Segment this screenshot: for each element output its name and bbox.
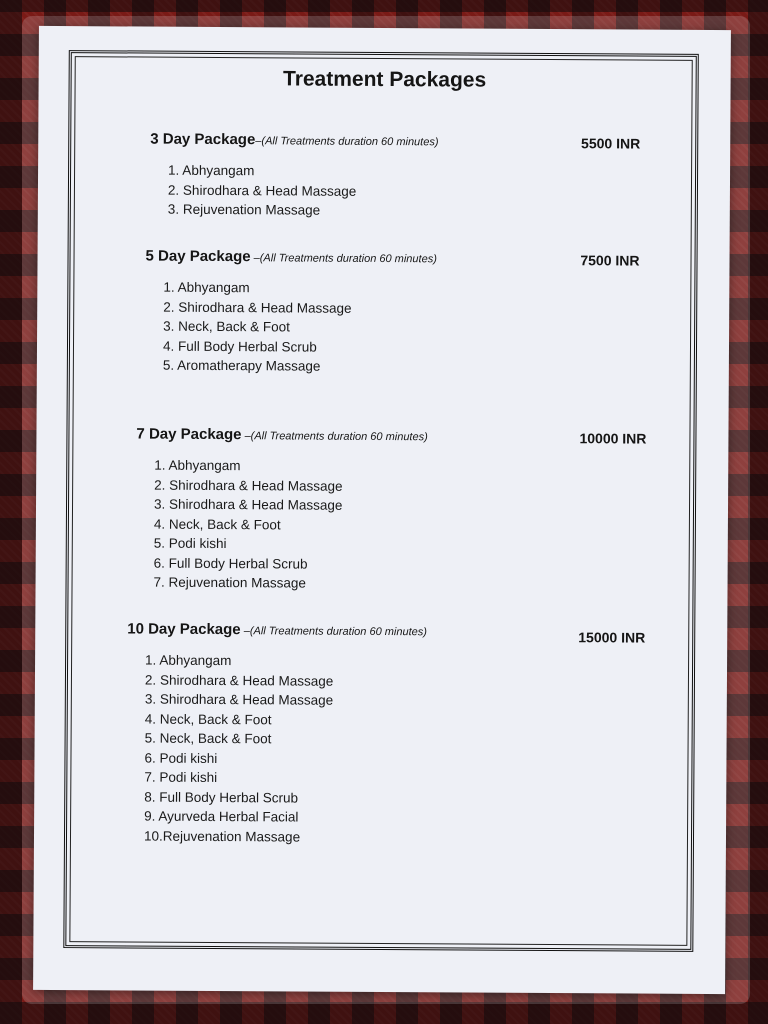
- list-item: 4. Neck, Back & Foot: [144, 711, 272, 727]
- treatment-list: [35, 455, 728, 596]
- package-3-day: [38, 130, 731, 223]
- package-header: [35, 620, 727, 648]
- list-item: 1. Abhyangam: [154, 457, 241, 474]
- package-header: [38, 130, 730, 158]
- list-item: 7. Rejuvenation Massage: [153, 574, 306, 591]
- package-price: 5500 INR: [581, 135, 641, 152]
- package-duration-note: –(All Treatments duration 60 minutes): [250, 252, 437, 266]
- page-title: Treatment Packages: [282, 67, 487, 92]
- list-item: 4. Neck, Back & Foot: [153, 516, 281, 532]
- package-price: 7500 INR: [580, 252, 640, 269]
- list-item: 5. Aromatherapy Massage: [162, 357, 321, 374]
- package-name: 10 Day Package: [127, 620, 241, 639]
- list-item: 1. Abhyangam: [163, 279, 250, 296]
- package-header: [37, 247, 729, 275]
- package-5-day: [37, 247, 730, 379]
- package-header: [36, 425, 728, 453]
- list-item: 9. Ayurveda Herbal Facial: [144, 808, 299, 825]
- list-item: 1. Abhyangam: [168, 162, 255, 179]
- package-duration-note: –(All Treatments duration 60 minutes): [255, 135, 439, 149]
- list-item: 4. Full Body Herbal Scrub: [162, 338, 317, 355]
- package-10-day: [34, 620, 727, 849]
- package-7-day: [35, 425, 728, 596]
- list-item: 2. Shirodhara & Head Massage: [163, 299, 352, 316]
- list-item: 2. Shirodhara & Head Massage: [144, 672, 334, 689]
- treatment-list: [34, 650, 727, 849]
- package-duration-note: –(All Treatments duration 60 minutes): [240, 625, 427, 639]
- list-item: 6. Full Body Herbal Scrub: [153, 555, 308, 572]
- list-item: 2. Shirodhara & Head Massage: [154, 477, 343, 494]
- list-item: 8. Full Body Herbal Scrub: [144, 789, 299, 805]
- list-item: 2. Shirodhara & Head Massage: [167, 182, 357, 199]
- menu-sheet: [33, 26, 731, 994]
- list-item: 7. Podi kishi: [144, 769, 218, 785]
- list-item: 5. Neck, Back & Foot: [144, 730, 272, 747]
- treatment-list: [37, 277, 730, 379]
- package-name: 3 Day Package: [150, 130, 256, 149]
- list-item: 6. Podi kishi: [144, 750, 218, 766]
- package-name: 5 Day Package: [145, 247, 251, 266]
- list-item: 3. Rejuvenation Massage: [167, 201, 321, 218]
- package-price: 10000 INR: [579, 430, 647, 447]
- list-item: 3. Shirodhara & Head Massage: [144, 691, 334, 708]
- package-price: 15000 INR: [578, 629, 646, 646]
- package-name: 7 Day Package: [136, 425, 242, 444]
- package-duration-note: –(All Treatments duration 60 minutes): [241, 430, 428, 444]
- list-item: 3. Neck, Back & Foot: [163, 318, 290, 335]
- list-item: 10.Rejuvenation Massage: [143, 828, 301, 845]
- list-item: 3. Shirodhara & Head Massage: [153, 496, 343, 513]
- list-item: 5. Podi kishi: [153, 535, 227, 552]
- treatment-list: [38, 160, 730, 223]
- list-item: 1. Abhyangam: [145, 652, 232, 669]
